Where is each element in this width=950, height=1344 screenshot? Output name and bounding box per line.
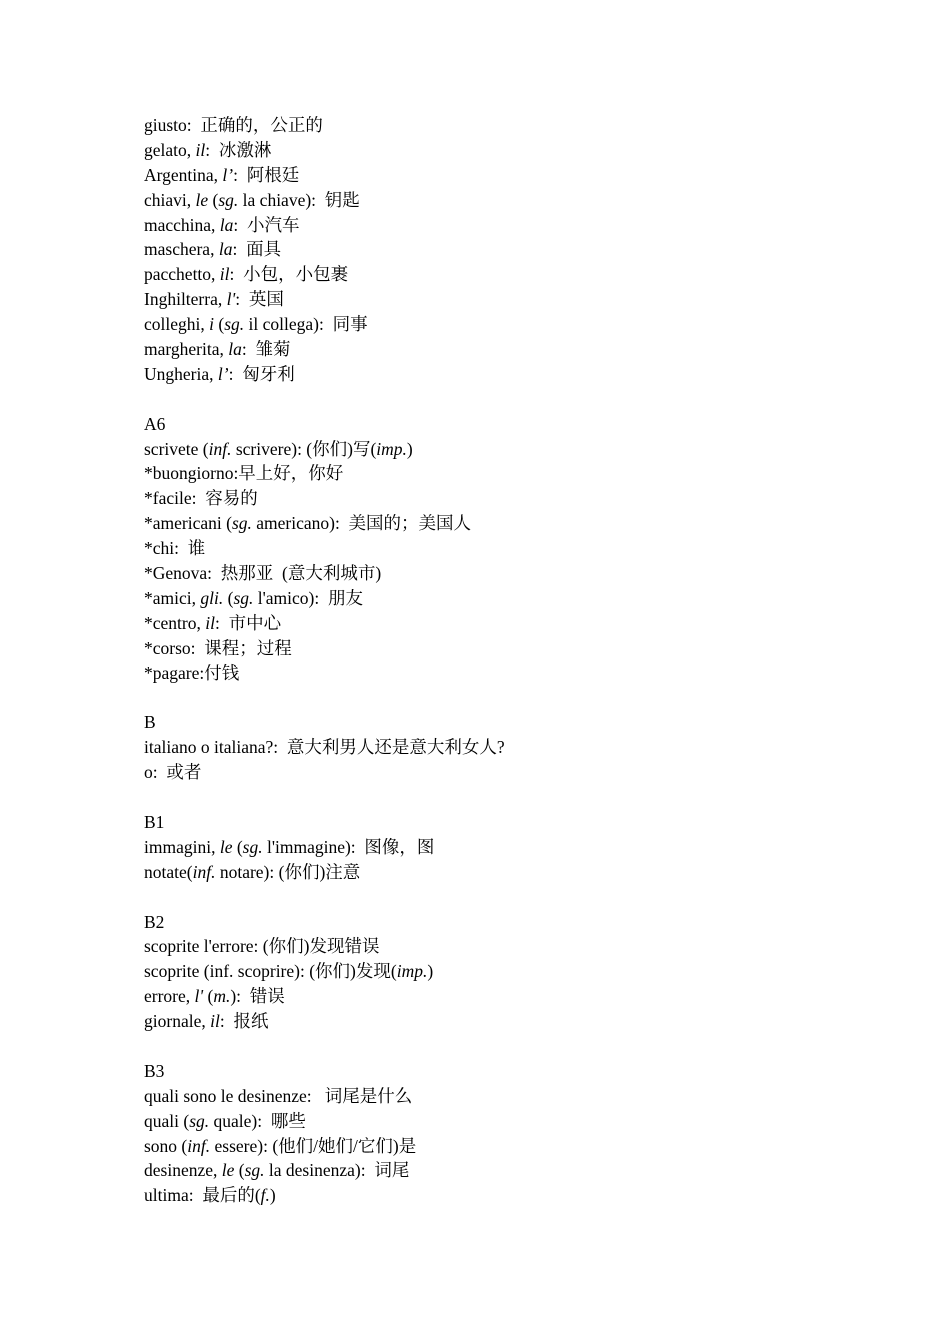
vocab-entry [144,213,904,238]
entry-text: Ungheria, [144,363,218,384]
vocab-entry [144,362,904,387]
entry-text: ( [223,587,234,608]
entry-text: la chiave): 钥匙 [238,189,360,210]
grammar-note: l’ [217,363,229,384]
entry-text: il collega): 同事 [244,314,368,335]
vocab-entry [144,113,904,138]
section-heading: B3 [144,1060,165,1081]
grammar-note: sg. [224,314,245,335]
entry-text: *amici, [144,587,201,608]
entry-text: : 阿根廷 [233,164,300,185]
grammar-note: sg. [233,587,254,608]
entry-text: *corso: 课程；过程 [144,637,292,658]
entry-text: : 报纸 [219,1011,269,1032]
entry-text: : 匈牙利 [228,363,295,384]
vocab-section [144,1034,904,1208]
grammar-note: f. [260,1185,270,1206]
entry-text: *pagare:付钱 [144,662,240,683]
entry-text: o: 或者 [144,762,202,783]
grammar-note: sg. [189,1110,210,1131]
grammar-note: imp. [376,438,407,459]
entry-text: pacchetto, [144,264,220,285]
section-spacer [144,685,904,710]
section-spacer [144,885,904,910]
entry-text: errore, [144,986,195,1007]
vocab-entry [144,586,904,611]
vocab-entry [144,835,904,860]
vocab-entry [144,262,904,287]
grammar-note: le [221,1160,235,1181]
vocab-entry [144,511,904,536]
entry-text: : 小汽车 [233,214,300,235]
vocab-entry [144,437,904,462]
entry-text: notate( [144,861,193,882]
vocab-entry [144,287,904,312]
entry-text: : 小包，小包裹 [229,264,349,285]
entry-text: : 市中心 [214,612,282,633]
grammar-note: inf. [187,1135,211,1156]
entry-text: giusto: 正确的，公正的 [144,115,323,135]
section-heading: B [144,712,156,733]
entry-text: ) [406,438,413,459]
grammar-note: il [205,612,215,633]
vocab-entry [144,760,904,785]
entry-text: *Genova: 热那亚 (意大利城市) [144,563,382,584]
grammar-note: i [209,314,214,335]
entry-text: chiavi, [144,189,196,210]
vocab-entry [144,661,904,686]
vocab-entry [144,1158,904,1183]
section-spacer [144,387,904,412]
entry-text: essere): (他们/她们/它们)是 [210,1135,417,1156]
vocabulary-document [144,113,904,1208]
vocab-section [144,885,904,1034]
vocab-entry [144,1134,904,1159]
grammar-note: inf. [208,438,232,459]
section-spacer [144,785,904,810]
vocab-entry [144,636,904,661]
entry-text: ( [214,314,225,335]
entry-text: scoprite (inf. scoprire): (你们)发现( [144,961,397,982]
grammar-note: il [195,139,206,160]
grammar-note: il [210,1011,220,1032]
entry-text: ( [232,836,243,857]
grammar-note: l' [226,289,236,310]
entry-text: l'immagine): 图像，图 [262,836,435,857]
entry-text: quali ( [144,1110,190,1131]
entry-text: colleghi, [144,314,210,335]
entry-text: la desinenza): 词尾 [264,1160,410,1181]
vocab-entry [144,735,904,760]
entry-text: gelato, [144,139,196,160]
grammar-note: la [219,214,234,235]
vocab-section [144,113,904,387]
entry-text: Argentina, [144,164,223,185]
entry-text: maschera, [144,239,219,260]
entry-text: giornale, [144,1011,211,1032]
entry-text: immagini, [144,836,220,857]
grammar-note: m. [213,986,231,1007]
grammar-note: il [219,264,230,285]
grammar-note: la [218,239,233,260]
vocab-entry [144,461,904,486]
vocab-entry [144,486,904,511]
grammar-note: gli. [200,587,224,608]
entry-text: *americani ( [144,513,232,534]
grammar-note: le [219,836,233,857]
vocab-entry [144,237,904,262]
section-heading: B1 [144,811,165,832]
grammar-note: inf. [192,861,216,882]
vocab-entry [144,163,904,188]
entry-text: : 面具 [232,239,282,260]
vocab-entry [144,312,904,337]
grammar-note: sg. [244,1160,265,1181]
entry-text: margherita, [144,339,229,360]
vocab-section [144,387,904,686]
entry-text: *facile: 容易的 [144,488,258,509]
entry-text: scoprite l'errore: (你们)发现错误 [144,936,380,957]
entry-text: ) [269,1185,276,1206]
vocab-entry [144,337,904,362]
grammar-note: sg. [231,513,252,534]
entry-text: ( [234,1160,245,1181]
entry-text: desinenze, [144,1160,222,1181]
vocab-section [144,785,904,885]
vocab-entry [144,959,904,984]
grammar-note: l’ [222,164,234,185]
entry-text: ( [208,189,219,210]
vocab-entry [144,1009,904,1034]
grammar-note: sg. [242,836,263,857]
entry-text: italiano o italiana?: 意大利男人还是意大利女人? [144,737,505,758]
entry-text: l'amico): 朋友 [253,587,363,608]
entry-text: *buongiorno:早上好，你好 [144,463,344,484]
entry-text: : 冰激淋 [205,139,272,160]
entry-text: americano): 美国的；美国人 [251,513,472,534]
entry-text: Inghilterra, [144,289,227,310]
vocab-entry [144,188,904,213]
entry-text: ): 错误 [230,986,285,1007]
section-spacer [144,1034,904,1059]
vocab-entry [144,138,904,163]
grammar-note: l' [194,986,204,1007]
entry-text: ultima: 最后的( [144,1185,261,1206]
grammar-note: sg. [218,189,239,210]
section-heading: A6 [144,413,166,434]
vocab-entry [144,611,904,636]
entry-text: ( [203,986,214,1007]
vocab-entry [144,934,904,959]
entry-text: notare): (你们)注意 [215,861,361,882]
grammar-note: la [228,339,242,360]
vocab-section [144,685,904,785]
vocab-entry [144,1109,904,1134]
entry-text: quale): 哪些 [209,1110,306,1131]
entry-text: : 雏菊 [241,339,291,360]
vocab-entry [144,860,904,885]
entry-text: quali sono le desinenze: 词尾是什么 [144,1085,413,1106]
entry-text: : 英国 [235,289,284,310]
entry-text: macchina, [144,214,220,235]
vocab-entry [144,1084,904,1109]
grammar-note: imp. [396,961,428,982]
entry-text: *centro, [144,612,206,633]
vocab-entry [144,1183,904,1208]
vocab-entry [144,984,904,1009]
grammar-note: le [195,189,209,210]
vocab-entry [144,561,904,586]
entry-text: sono ( [144,1135,188,1156]
entry-text: *chi: 谁 [144,538,206,559]
section-heading: B2 [144,911,165,932]
vocab-entry [144,536,904,561]
entry-text: scrivere): (你们)写( [231,438,377,459]
entry-text: scrivete ( [144,438,209,459]
entry-text: ) [427,961,434,982]
